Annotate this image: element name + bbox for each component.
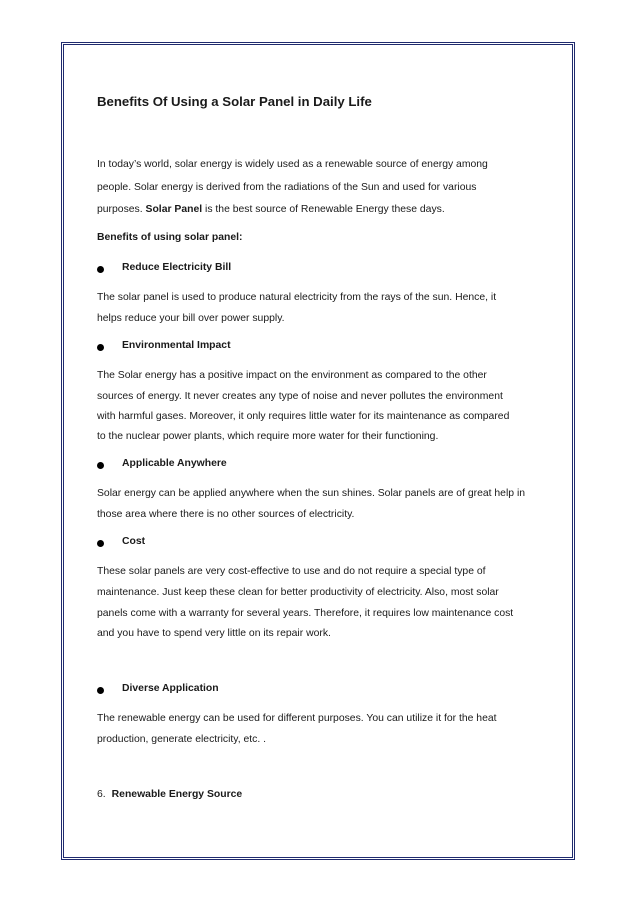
bullet-dot-icon	[97, 462, 104, 469]
bullet-dot-icon	[97, 344, 104, 351]
paragraph-line: and you have to spend very little on its repair work.	[97, 628, 331, 639]
numbered-item-renewable-energy-source	[97, 789, 242, 800]
paragraph-line: panels come with a warranty for several years. Therefore, it requires low maintenance cost	[97, 608, 514, 619]
intro-line-3	[97, 200, 445, 220]
item-number: 6.	[97, 789, 106, 800]
bullet-heading: Reduce Electricity Bill	[122, 262, 232, 273]
paragraph-line: to the nuclear power plants, which require more water for their functioning.	[97, 431, 439, 442]
intro-line-3-prefix: purposes.	[97, 204, 143, 215]
bullet-heading: Diverse Application	[122, 683, 219, 694]
intro-line-3-suffix: is the best source of Renewable Energy these days.	[205, 204, 445, 215]
document-title: Benefits Of Using a Solar Panel in Daily Life	[97, 94, 372, 109]
paragraph-line: The Solar energy has a positive impact on the environment as compared to the other	[97, 370, 487, 381]
paragraph-line: those area where there is no other sources of electricity.	[97, 509, 355, 520]
bullet-heading: Environmental Impact	[122, 340, 231, 351]
bullet-dot-icon	[97, 266, 104, 273]
bullet-dot-icon	[97, 687, 104, 694]
item-label: Renewable Energy Source	[111, 789, 243, 800]
intro-line-2: people. Solar energy is derived from the radiations of the Sun and used for various	[97, 182, 477, 193]
paragraph-line: helps reduce your bill over power supply.	[97, 313, 285, 324]
paragraph-line: with harmful gases. Moreover, it only requires little water for its maintenance as compared	[97, 411, 510, 422]
paragraph-line: Solar energy can be applied anywhere when the sun shines. Solar panels are of great help in	[97, 488, 526, 499]
intro-line-1: In today’s world, solar energy is widely used as a renewable source of energy among	[97, 159, 488, 170]
paragraph-line: The renewable energy can be used for different purposes. You can utilize it for the heat	[97, 713, 497, 724]
bullet-dot-icon	[97, 540, 104, 547]
paragraph-line: maintenance. Just keep these clean for better productivity of electricity. Also, most solar	[97, 587, 499, 598]
solar-panel-emphasis: Solar Panel	[145, 204, 203, 215]
paragraph-line: production, generate electricity, etc. .	[97, 734, 267, 745]
paragraph-line: The solar panel is used to produce natural electricity from the rays of the sun. Hence, it	[97, 292, 497, 303]
bullet-heading: Applicable Anywhere	[122, 458, 227, 469]
benefits-heading: Benefits of using solar panel:	[97, 232, 243, 243]
paragraph-line: sources of energy. It never creates any type of noise and never pollutes the environment	[97, 391, 503, 402]
bullet-heading: Cost	[122, 536, 146, 547]
paragraph-line: These solar panels are very cost-effective to use and do not require a special type of	[97, 566, 486, 577]
